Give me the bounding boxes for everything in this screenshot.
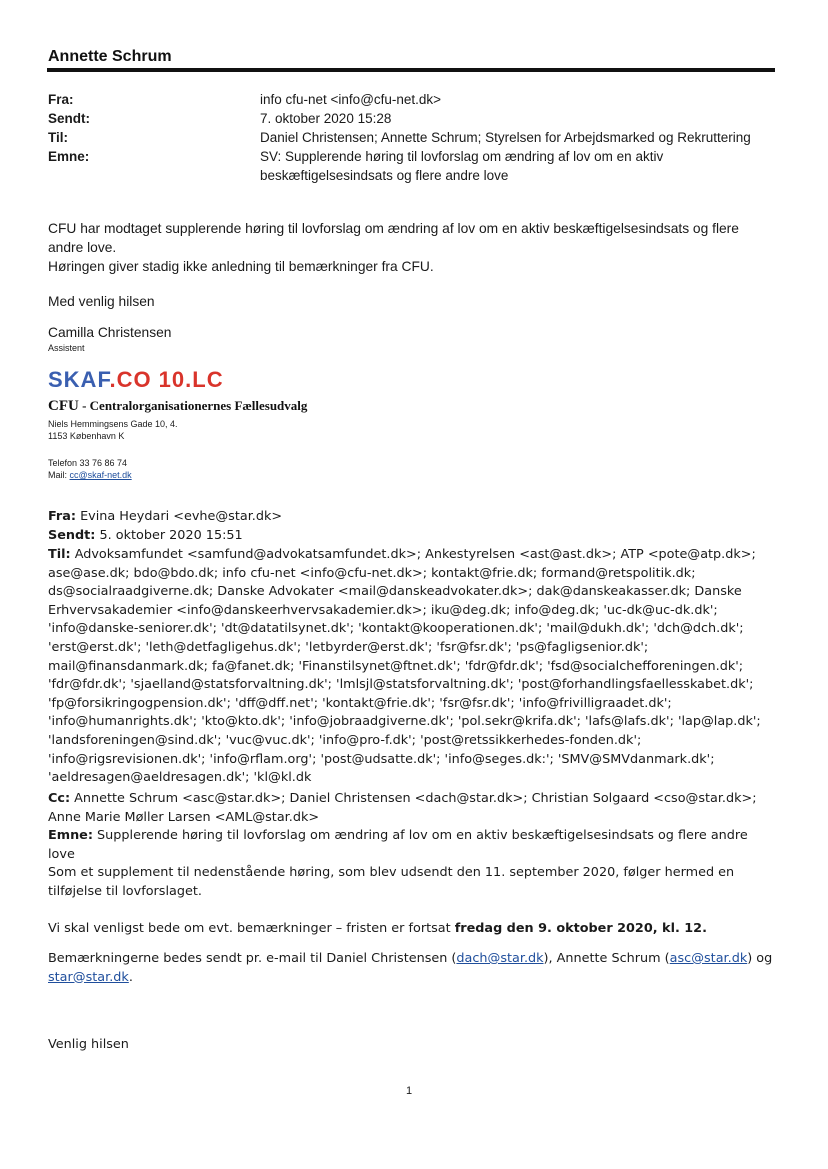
reply-paragraph-2: Høringen giver stadig ikke anledning til bemærkninger fra CFU.	[48, 259, 434, 274]
fwd-cc: Cc: Annette Schrum <asc@star.dk>; Daniel Christensen <dach@star.dk>; Christian Solgaard <cso@star.dk>; Anne Marie Møller Larsen <AML@star.dk>	[48, 791, 757, 825]
reply-paragraph-1: CFU har modtaget supplerende høring til lovforslag om ændring af lov om en aktiv beskæftigelsesindsats og flere andre love.	[48, 221, 739, 255]
message-paragraph-3: Bemærkningerne bedes sendt pr. e-mail til Daniel Christensen (dach@star.dk), Annette Schrum (asc@star.dk) og star@star.dk.	[48, 951, 773, 985]
skaf-logo: SKAF.CO 10.LC	[48, 367, 224, 392]
message-paragraph-1: Som et supplement til nedenstående høring, som blev udsendt den 11. september 2020, følger hermed en tilføjelse til lovforslaget.	[48, 865, 735, 899]
reply-greeting: Med venlig hilsen	[48, 294, 155, 309]
fwd-subject: Emne: Supplerende høring til lovforslag om ændring af lov om en aktiv beskæftigelsesindsats og flere andre love	[48, 828, 748, 862]
subject-label: Emne:	[48, 149, 90, 164]
deadline-text: fredag den 9. oktober 2020, kl. 12.	[454, 921, 707, 936]
org-address-line-1: Niels Hemmingsens Gade 10, 4.	[48, 419, 178, 429]
org-mail: Mail: cc@skaf-net.dk	[48, 470, 132, 480]
sender-name: Camilla Christensen	[48, 325, 172, 340]
org-mail-link[interactable]: cc@skaf-net.dk	[69, 470, 132, 480]
page-number: 1	[406, 1085, 413, 1097]
fwd-to: Til: Advoksamfundet <samfund@advokatsamfundet.dk>; Ankestyrelsen <ast@ast.dk>; ATP <pote@atp.dk>; ase@ase.dk; bdo@bdo.dk; info cfu-net <info@cfu-net.dk>; kontakt@frie.dk; formand@retspolitik.dk; ds@socialraadgiverne.dk; Danske Advokater <mail@danskeadvokater.dk>; dak@danskeakasser.dk; Danske Erhvervsakademier <info@danskeerhvervsakademier.dk>; iku@deg.dk; info@deg.dk; 'uc-dk@uc-dk.dk'; 'info@danske-seniorer.dk'; 'dt@datatilsynet.dk'; 'kontakt@kooperationen.dk'; 'mail@dukh.dk'; 'dch@dch.dk'; 'erst@erst.dk'; 'leth@detfagligehus.dk'; 'letbyrder@erst.dk'; 'fsr@fsr.dk'; 'ps@fagligsenior.dk'; mail@finansdanmark.dk; fa@fanet.dk; 'Finanstilsynet@ftnet.dk'; 'fdr@fdr.dk'; 'fsd@socialchefforeningen.dk'; 'fdr@fdr.dk'; 'sjaelland@statsforvaltning.dk'; 'lmlsjl@statsforvaltning.dk'; 'post@forhandlingsfaellesskabet.dk'; 'fp@forsikringogpension.dk'; 'dff@dff.net'; 'kontakt@frie.dk'; 'fsr@fsr.dk'; 'info@frivilligraadet.dk'; 'info@humanrights.dk'; 'kto@kto.dk'; 'info@jobraadgiverne.dk'; 'pol.sekr@krifa.dk'; 'lafs@lafs.dk'; 'lap@lap.dk'; 'landsforeningen@sind.dk'; 'vuc@vuc.dk'; 'info@pro-f.dk'; 'post@retssikkerhedes-fonden.dk'; 'info@rigsrevisionen.dk'; 'info@rflam.org'; 'post@udsatte.dk'; 'info@seges.dk:'; 'SMV@SMVdanmark.dk'; 'aeldresagen@aeldresagen.dk'; 'kl@kl.dk	[48, 547, 761, 786]
from-label: Fra:	[48, 92, 74, 107]
sender-title: Assistent	[48, 343, 85, 353]
to-label: Til:	[48, 130, 68, 145]
fwd-from: Fra: Evina Heydari <evhe@star.dk>	[48, 509, 283, 524]
mailbox-owner-name: Annette Schrum	[48, 48, 172, 65]
subject-value: SV: Supplerende høring til lovforslag om ændring af lov om en aktiv beskæftigelsesindsats og flere andre love	[260, 149, 664, 183]
email-link-asc[interactable]: asc@star.dk	[669, 951, 748, 966]
header-rule	[47, 68, 775, 72]
sent-label: Sendt:	[48, 111, 90, 126]
from-value: info cfu-net <info@cfu-net.dk>	[260, 92, 442, 107]
message-paragraph-2: Vi skal venligst bede om evt. bemærkninger – fristen er fortsat fredag den 9. oktober 2020, kl. 12.	[48, 921, 707, 936]
sent-value: 7. oktober 2020 15:28	[260, 111, 392, 126]
email-link-dach[interactable]: dach@star.dk	[456, 951, 544, 966]
org-phone: Telefon 33 76 86 74	[48, 458, 128, 468]
message-closing: Venlig hilsen	[48, 1037, 129, 1052]
org-name: CFU - Centralorganisationernes Fællesudvalg	[48, 398, 308, 414]
email-link-star[interactable]: star@star.dk	[48, 969, 129, 985]
org-address-line-2: 1153 København K	[48, 431, 125, 441]
fwd-sent: Sendt: 5. oktober 2020 15:51	[48, 528, 243, 543]
to-value: Daniel Christensen; Annette Schrum; Styrelsen for Arbejdsmarked og Rekruttering	[260, 130, 751, 145]
